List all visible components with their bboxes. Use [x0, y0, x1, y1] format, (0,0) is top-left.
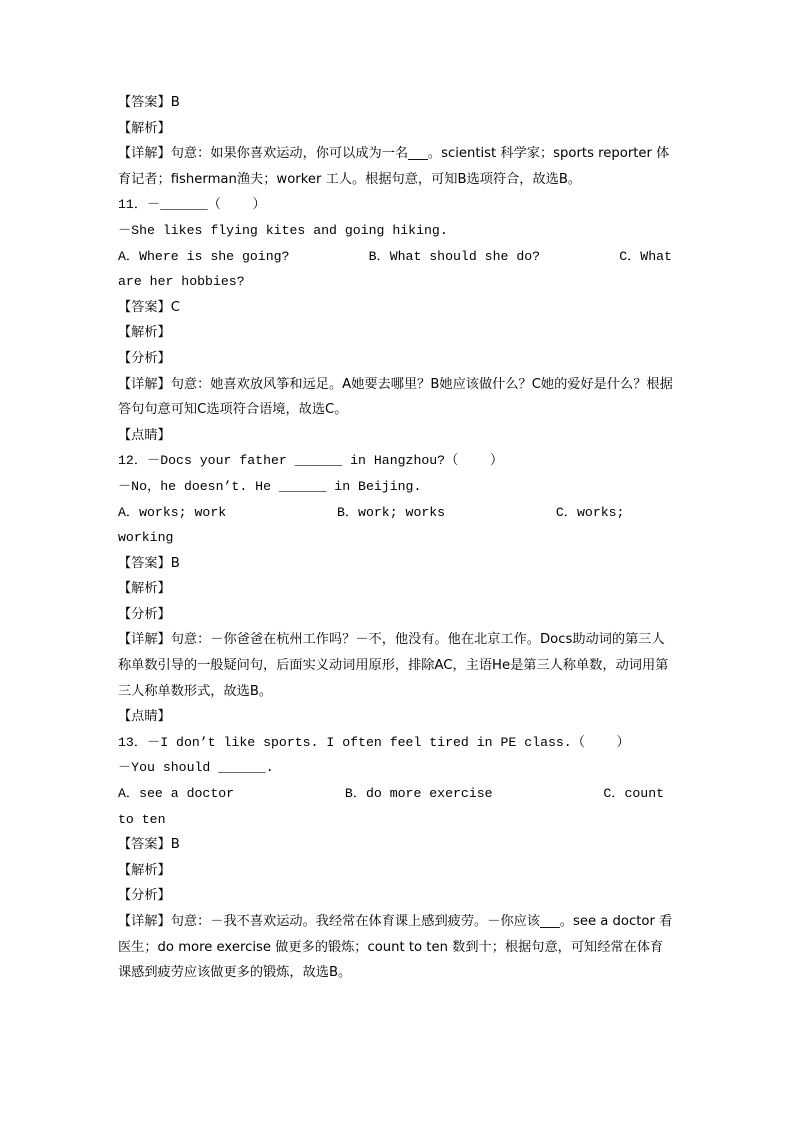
answer-line: 【答案】B	[118, 837, 180, 853]
breakdown-label: 【分析】	[118, 606, 171, 622]
question-12-options: A．works; work B．work; works C．works; working	[118, 504, 633, 546]
highlight-label: 【点睛】	[118, 427, 171, 443]
answer-line: 【答案】B	[118, 95, 180, 110]
analysis-label: 【解析】	[118, 325, 171, 341]
analysis-label: 【解析】	[118, 120, 171, 136]
analysis-label: 【解析】	[118, 581, 171, 597]
breakdown-label: 【分析】	[118, 888, 171, 904]
explanation-paragraph: 【详解】句意：她喜欢放风筝和远足。A她要去哪里？B她应该做什么？C她的爱好是什么？根据答句句意可知C选项符合语境，故选C。	[118, 376, 673, 418]
question-13-stem: 13．－I don’t like sports. I often feel tired in PE class.（ ）	[118, 734, 630, 750]
breakdown-label: 【分析】	[118, 350, 171, 366]
question-12-response: －No，he doesn’t. He ______ in Beijing.	[118, 478, 422, 494]
highlight-label: 【点睛】	[118, 709, 171, 725]
question-13-response: －You should ______.	[118, 760, 274, 776]
question-11-stem: 11．－______（ ）	[118, 197, 266, 213]
explanation-paragraph: 【详解】句意：－你爸爸在杭州工作吗？－不，他没有。他在北京工作。Docs助动词的第三人称单数引导的一般疑问句，后面实义动词用原形，排除AC，主语He是第三人称单数，动词用第三人称单数形式，故选B。	[118, 632, 669, 699]
question-13-options: A．see a doctor B．do more exercise C．count to ten	[118, 786, 672, 827]
answer-line: 【答案】C	[118, 299, 180, 315]
question-12-stem: 12．－Docs your father ______ in Hangzhou?（ ）	[118, 453, 504, 469]
question-11-response: －She likes flying kites and going hiking.	[118, 222, 448, 238]
analysis-label: 【解析】	[118, 862, 171, 878]
explanation-paragraph: 【详解】句意：如果你喜欢运动，你可以成为一名___。scientist 科学家；sports reporter 体育记者；fisherman渔夫；worker 工人。根据句意，可知B选项符合，故选B。	[118, 146, 670, 187]
question-11-options: A．Where is she going? B．What should she do? C．What are her hobbies?	[118, 248, 680, 290]
explanation-paragraph: 【详解】句意：－我不喜欢运动。我经常在体育课上感到疲劳。－你应该___。see a doctor 看医生；do more exercise 做更多的锻炼；count to ten 数到十；根据句意，可知经常在体育课感到疲劳应该做更多的锻炼，故选B。	[118, 914, 673, 981]
answer-line: 【答案】B	[118, 555, 180, 571]
